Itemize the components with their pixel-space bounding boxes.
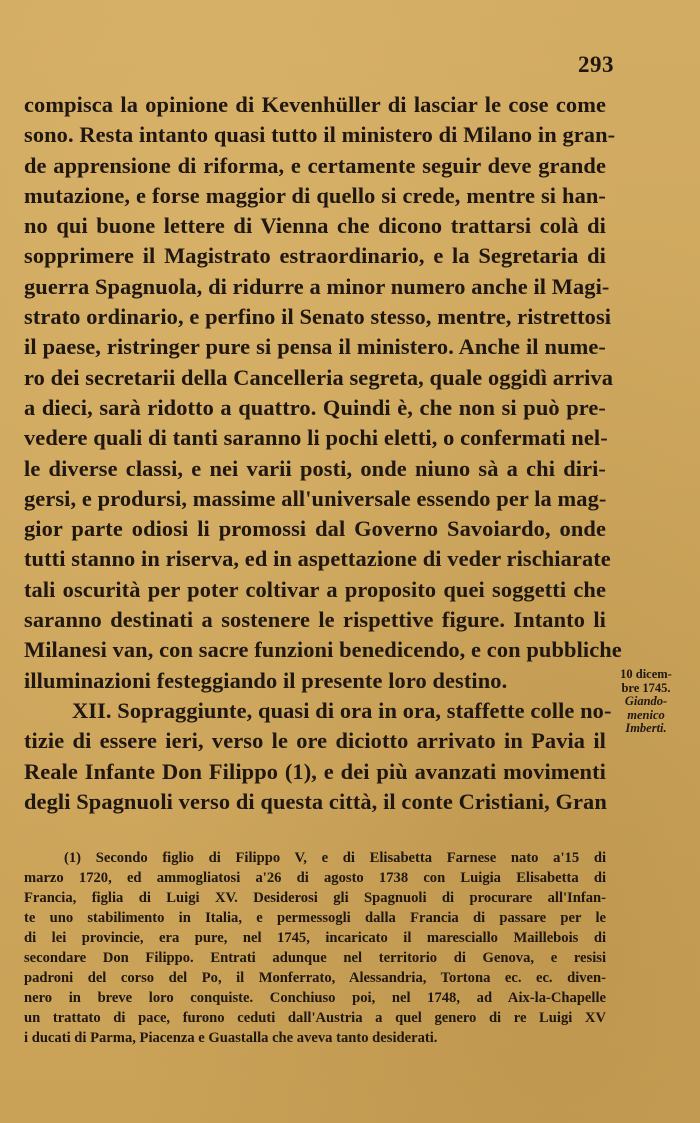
text-line: no qui buone lettere di Vienna che dicono trattarsi colà di [24, 213, 606, 239]
margin-date-line: bre 1745. [621, 680, 671, 695]
text-line: tizie di essere ieri, verso le ore diciotto arrivato in Pavia il [24, 728, 606, 754]
text-line: sono. Resta intanto quasi tutto il ministero di Milano in gran- [24, 122, 616, 148]
footnote [24, 848, 606, 1048]
text-line: sopprimere il Magistrato estraordinario, e la Segretaria di [24, 243, 606, 269]
footnote-line: marzo 1720, ed ammogliatosi a'26 di agosto 1738 con Luigia Elisabetta di [24, 870, 606, 886]
text-line: le diverse classi, e nei varii posti, onde niuno sà a chi diri- [24, 455, 606, 481]
footnote-line: un trattato di pace, furono ceduti dall'Austria a quel genero di re Luigi XV [24, 1010, 606, 1026]
margin-author-line: Imberti. [625, 721, 667, 735]
footnote-line: i ducati di Parma, Piacenza e Guastalla che aveva tanto desiderati. [24, 1030, 438, 1046]
page-number: 293 [578, 52, 614, 77]
text-line: il paese, ristringer pure si pensa il ministero. Anche il nume- [24, 334, 606, 360]
margin-author-line: menico [627, 707, 665, 722]
footnote-line: di lei provincie, era pure, nel 1745, incaricato il maresciallo Maillebois di [24, 930, 606, 946]
text-line: de apprensione di riforma, e certamente seguir deve grande [24, 152, 606, 178]
text-line: saranno destinati a sostenere le rispettive figure. Intanto li [24, 607, 606, 633]
text-line: mutazione, e forse maggior di quello si crede, mentre si han- [24, 182, 606, 208]
footnote-line: secondare Don Filippo. Entrati adunque nel territorio di Genova, e resisi [24, 950, 606, 966]
text-line: degli Spagnuoli verso di questa città, il conte Cristiani, Gran [24, 788, 607, 814]
text-line: guerra Spagnuola, di ridurre a minor numero anche il Magi- [24, 273, 610, 299]
margin-note [610, 668, 682, 736]
footnote-line: Francia, figlia di Luigi XV. Desiderosi gli Spagnuoli di procurare all'Infan- [24, 890, 606, 906]
text-line: strato ordinario, e perfino il Senato stesso, mentre, ristrettosi [24, 304, 612, 330]
text-line: Reale Infante Don Filippo (1), e dei più avanzati movimenti [24, 758, 606, 784]
text-line: gersi, e prodursi, massime all'universale essendo per la mag- [24, 485, 607, 511]
section-start-line: XII. Sopraggiunte, quasi di ora in ora, staffette colle no- [72, 697, 612, 723]
margin-date-line: 10 dicem- [620, 667, 672, 681]
footnote-line: padroni del corso del Po, il Monferrato, Alessandria, Tortona ec. ec. diven- [24, 970, 606, 986]
margin-author-line: Giando- [624, 694, 668, 708]
text-line: a dieci, sarà ridotto a quattro. Quindi è, che non si può pre- [24, 394, 606, 420]
text-line: illuminazioni festeggiando il presente loro destino. [24, 667, 508, 693]
text-line: gior parte odiosi li promossi dal Governo Savoiardo, onde [24, 516, 606, 542]
text-line: compisca la opinione di Kevenhüller di lasciar le cose come [24, 92, 606, 117]
text-line: ro dei secretarii della Cancelleria segreta, quale oggidì arriva [24, 364, 614, 390]
text-line: tutti stanno in riserva, ed in aspettazione di veder rischiarate [24, 546, 611, 572]
text-line: vedere quali di tanti saranno li pochi eletti, o confermati nel- [24, 425, 608, 451]
footnote-line: nero in breve loro conquiste. Conchiuso poi, nel 1748, ad Aix-la-Chapelle [24, 990, 606, 1006]
text-line: tali oscurità per poter coltivar a proposito quei soggetti che [24, 576, 606, 602]
main-text [24, 90, 622, 817]
footnote-line: (1) Secondo figlio di Filippo V, e di Elisabetta Farnese nato a'15 di [64, 850, 606, 866]
footnote-line: te uno stabilimento in Italia, e permessogli dalla Francia di passare per le [24, 910, 606, 926]
text-line: Milanesi van, con sacre funzioni benedicendo, e con pubbliche [24, 637, 622, 663]
